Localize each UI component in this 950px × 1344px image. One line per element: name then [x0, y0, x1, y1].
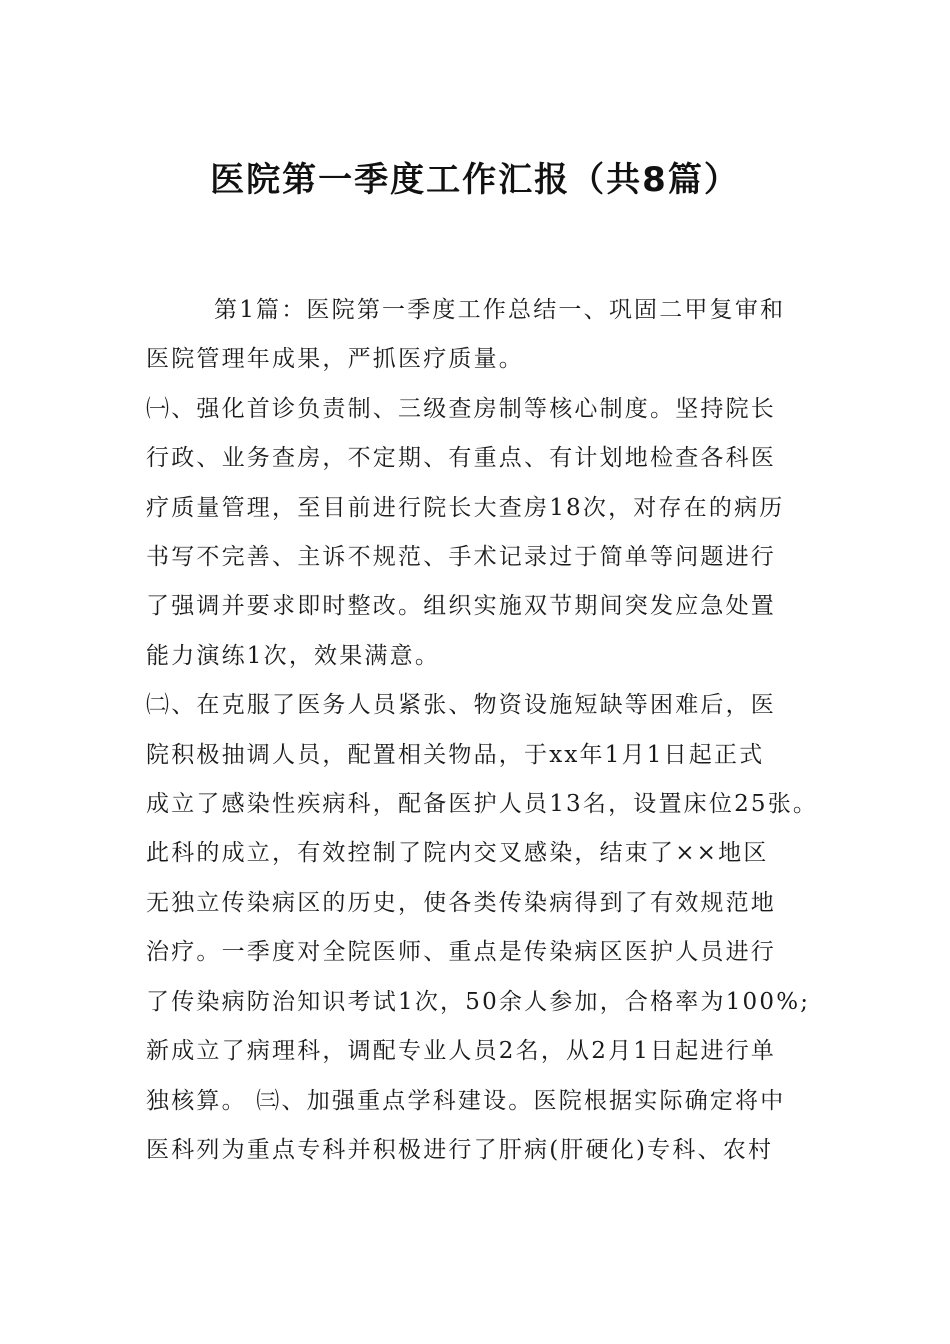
- body-line: ㈠、强化首诊负责制、三级查房制等核心制度。坚持院长: [146, 395, 776, 422]
- body-line: 成立了感染性疾病科，配备医护人员13名，设置床位25张。: [146, 791, 819, 818]
- body-line: 无独立传染病区的历史，使各类传染病得到了有效规范地: [146, 889, 776, 916]
- body-line: 院积极抽调人员，配置相关物品，于xx年1月1日起正式: [146, 741, 765, 768]
- body-line: 疗质量管理，至目前进行院长大查房18次，对存在的病历: [146, 494, 785, 521]
- body-line: 第1篇：医院第一季度工作总结一、巩固二甲复审和: [214, 297, 786, 323]
- body-line: 医科列为重点专科并积极进行了肝病(肝硬化)专科、农村: [146, 1136, 774, 1163]
- body-line: 此科的成立，有效控制了院内交叉感染，结束了××地区: [146, 840, 769, 867]
- body-line: 能力演练1次，效果满意。: [146, 642, 441, 669]
- body-line: 医院管理年成果，严抓医疗质量。: [146, 346, 524, 373]
- body-line: 治疗。一季度对全院医师、重点是传染病区医护人员进行: [146, 939, 776, 966]
- body-line: 新成立了病理科，调配专业人员2名，从2月1日起进行单: [146, 1038, 777, 1065]
- body-line: 了强调并要求即时整改。组织实施双节期间突发应急处置: [146, 593, 776, 620]
- document-body: [146, 286, 818, 1175]
- body-line: 独核算。 ㈢、加强重点学科建设。医院根据实际确定将中: [146, 1087, 786, 1114]
- body-line: ㈡、在克服了医务人员紧张、物资设施短缺等困难后，医: [146, 692, 776, 719]
- body-line: 行政、业务查房，不定期、有重点、有计划地检查各科医: [146, 445, 776, 472]
- body-line: 了传染病防治知识考试1次，50余人参加，合格率为100%;: [146, 988, 811, 1015]
- document-title: 医院第一季度工作汇报（共8篇）: [210, 160, 740, 200]
- body-line: 书写不完善、主诉不规范、手术记录过于简单等问题进行: [146, 544, 776, 571]
